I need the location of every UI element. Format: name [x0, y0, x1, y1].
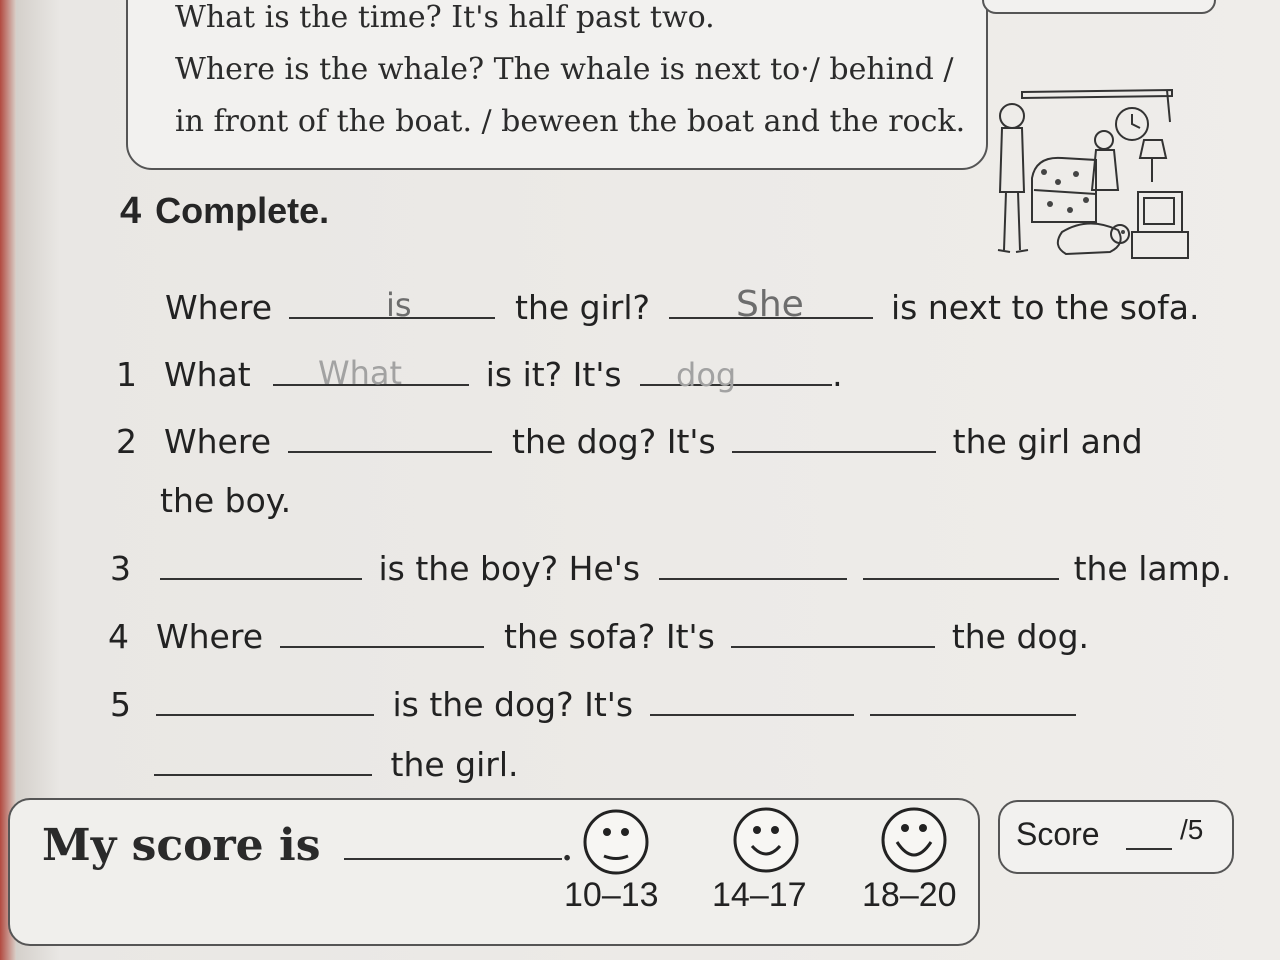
item-number-3: 3 — [110, 549, 131, 588]
range-label-1: 10–13 — [564, 876, 659, 914]
item-4-text-a: Where — [156, 617, 263, 656]
item-3-text-a: is the boy? He's — [378, 549, 641, 588]
item-number-2: 2 — [116, 422, 137, 461]
smile-face-icon — [732, 806, 800, 874]
side-box — [982, 0, 1216, 14]
item-4-text-b: the sofa? It's — [504, 617, 715, 656]
item-1-text-b: is it? It's — [485, 355, 622, 394]
item-3-blank-1[interactable] — [160, 548, 362, 580]
score-blank[interactable] — [1126, 848, 1172, 850]
item-row-2 — [116, 421, 1143, 461]
example-word-where: Where — [165, 288, 272, 327]
exercise-title: Complete. — [155, 190, 330, 231]
item-5-blank-3[interactable] — [870, 684, 1076, 716]
item-5-blank-2[interactable] — [650, 684, 854, 716]
living-room-illustration — [992, 82, 1200, 282]
item-4-blank-1[interactable] — [280, 616, 484, 648]
item-row-5 — [110, 684, 1076, 724]
item-4-text-c: the dog. — [951, 617, 1090, 656]
item-1-text-a: What — [164, 355, 251, 394]
item-number-1: 1 — [116, 355, 137, 394]
score-total: /5 — [1180, 814, 1204, 845]
my-score-period: . — [561, 833, 573, 868]
exercise-number: 4 — [120, 190, 142, 232]
item-2-blank-1[interactable] — [288, 421, 492, 453]
item-3-blank-2[interactable] — [659, 548, 847, 580]
item-number-5: 5 — [110, 685, 131, 724]
item-3-blank-3[interactable] — [863, 548, 1059, 580]
item-1-erased-answer-1: What — [318, 354, 403, 392]
reference-line-2: Where is the whale? The whale is next to·/ behind / — [175, 52, 954, 87]
item-2-continuation: the boy. — [160, 481, 292, 520]
example-question: the girl? — [515, 288, 651, 327]
item-4-blank-2[interactable] — [731, 616, 935, 648]
item-1-erased-answer-2: dog — [676, 356, 737, 394]
example-row — [165, 287, 1199, 327]
my-score-blank[interactable] — [344, 818, 562, 860]
item-5-text-a: is the dog? It's — [392, 685, 634, 724]
reference-line-3: in front of the boat. / beween the boat and the rock. — [175, 104, 966, 139]
range-label-3: 18–20 — [862, 876, 957, 914]
neutral-face-icon — [582, 808, 650, 876]
example-answer-1: is — [386, 286, 412, 324]
item-number-4: 4 — [108, 617, 129, 656]
item-2-text-c: the girl and — [952, 422, 1143, 461]
range-label-2: 14–17 — [712, 876, 807, 914]
item-2-blank-2[interactable] — [732, 421, 936, 453]
item-5-blank-1[interactable] — [156, 684, 374, 716]
my-score-label: My score is — [42, 820, 321, 871]
item-3-text-b: the lamp. — [1073, 549, 1232, 588]
item-row-3 — [110, 548, 1231, 588]
big-smile-face-icon — [880, 806, 948, 874]
example-ending: is next to the sofa. — [891, 288, 1200, 327]
item-5-continuation-row — [154, 744, 519, 784]
item-row-4 — [108, 616, 1089, 656]
reference-line-1: What is the time? It's half past two. — [175, 0, 715, 35]
my-score-row — [42, 818, 572, 871]
score-label: Score — [1016, 816, 1100, 852]
item-5-continuation: the girl. — [390, 745, 519, 784]
item-2-text-b: the dog? It's — [512, 422, 716, 461]
item-2-text-a: Where — [164, 422, 271, 461]
example-answer-2: She — [736, 284, 804, 325]
item-1-period: . — [832, 355, 843, 394]
item-5-blank-4[interactable] — [154, 744, 372, 776]
exercise-heading — [120, 190, 329, 233]
